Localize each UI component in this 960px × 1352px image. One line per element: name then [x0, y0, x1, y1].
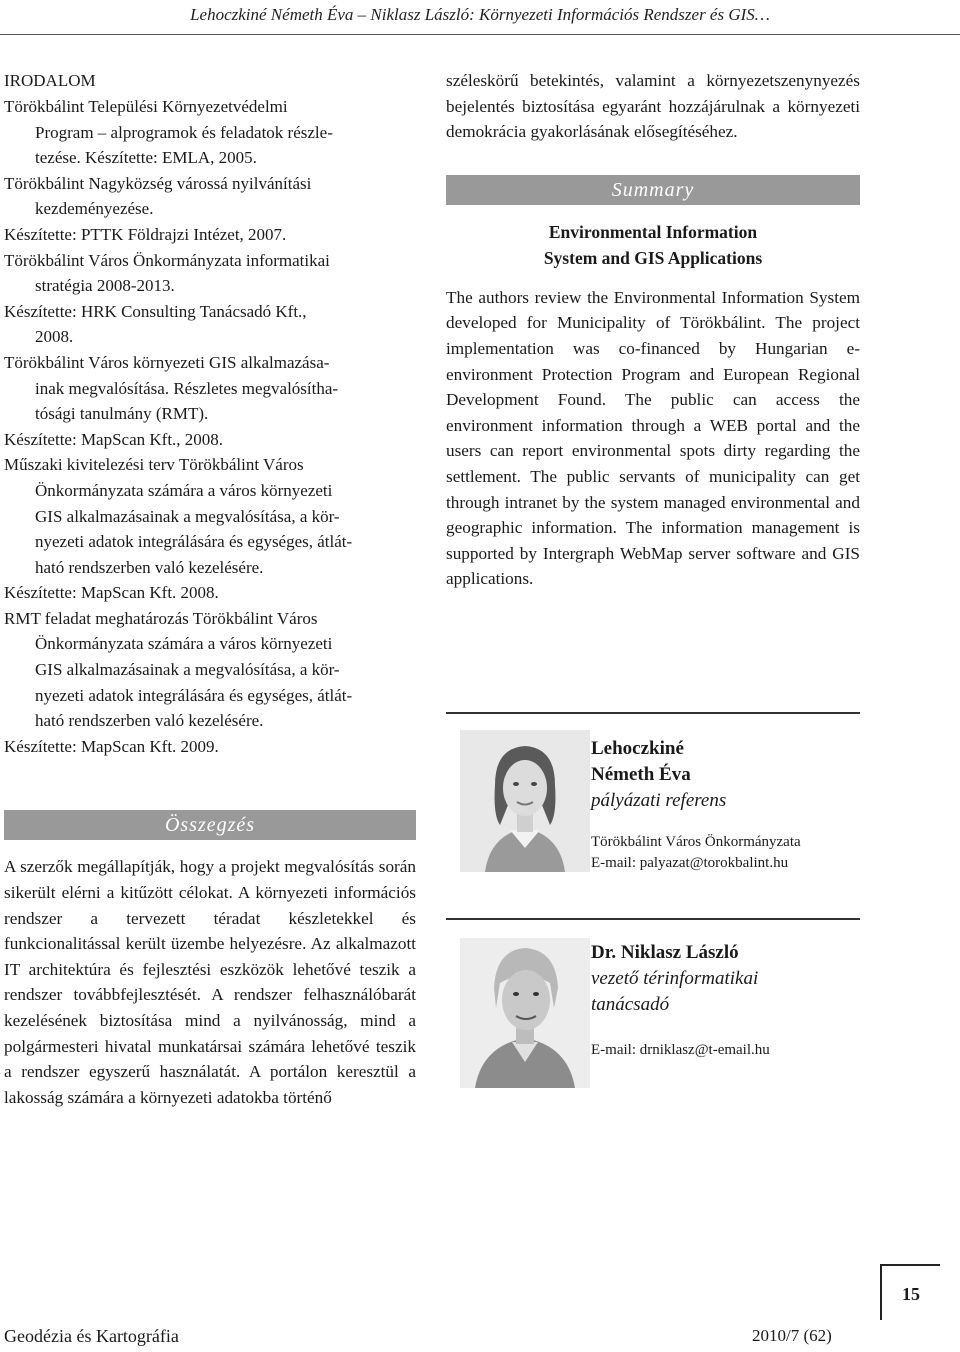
- reference-line: Készítette: MapScan Kft., 2008.: [4, 429, 224, 449]
- reference-line: inak megvalósítása. Részletes megvalósítha-: [35, 378, 339, 398]
- reference-item: [4, 734, 416, 760]
- reference-line: Készítette: PTTK Földrajzi Intézet, 2007.: [4, 224, 287, 244]
- reference-line: Program – alprogramok és feladatok részle-: [35, 122, 333, 142]
- author-org-1: Törökbálint Város Önkormányzata: [591, 834, 801, 850]
- summary-text: The authors review the Environmental Information System developed for Municipality of Törökbálint. The project implementation was co-financed by Hungarian e-environment Protection Program and European Regional Development Found. The public can access the environment information through a WEB portal and the users can report environmental spots dirty regarding the settlement. The public servants of municipality can get through intranet by the system managed environmental and geographic information. The information management is supported by Intergraph WebMap server software and GIS applications.: [446, 287, 860, 589]
- reference-line: nyezeti adatok integrálására és egységes, átlát-: [35, 685, 353, 705]
- reference-line: Törökbálint Települési Környezetvédelmi: [4, 97, 288, 116]
- references-title: IRODALOM: [4, 71, 96, 90]
- reference-line: Törökbálint Nagyközség várossá nyilvánítási: [4, 173, 312, 193]
- author-role-1: pályázati referens: [591, 790, 727, 811]
- reference-line: ható rendszerben való kezelésére.: [35, 711, 264, 731]
- reference-line: GIS alkalmazásainak a megvalósítása, a kör-: [35, 506, 340, 526]
- author-name-1-line2: Németh Éva: [591, 764, 691, 785]
- header-rule: [0, 34, 960, 35]
- reference-line: kezdeményezése.: [35, 199, 154, 219]
- author-role-2-line2: tanácsadó: [591, 994, 670, 1015]
- reference-item: [4, 248, 416, 299]
- reference-line: Készítette: MapScan Kft. 2008.: [4, 583, 219, 603]
- reference-line: Önkormányzata számára a város környezeti: [35, 634, 333, 654]
- right-column: [446, 68, 860, 592]
- reference-item: [4, 452, 416, 580]
- left-column: [4, 68, 416, 1110]
- reference-item: [4, 427, 416, 453]
- reference-item: [4, 350, 416, 427]
- reference-line: nyezeti adatok integrálására és egységes, átlát-: [35, 532, 353, 552]
- reference-line: GIS alkalmazásainak a megvalósítása, a kör-: [35, 660, 340, 680]
- reference-line: RMT feladat meghatározás Törökbálint Város: [4, 608, 318, 628]
- reference-line: ható rendszerben való kezelésére.: [35, 557, 264, 577]
- osszegzes-heading: Összegzés: [4, 810, 416, 840]
- reference-line: Törökbálint Város Önkormányzata informatikai: [4, 250, 330, 270]
- osszegzes-text: A szerzők megállapítják, hogy a projekt megvalósítás során sikerült elérni a kitűzött célokat. A környezeti információs rendszer a tervezett téradat készletekkel és funkcionalitással került üzembe helyezésre. Az alkalmazott IT architektúra és fejlesztési eszközök lehetővé teszik a rendszer továbbfejlesztését. A rendszer felhasználóbarát kezelésének biztosítása mind a nyilvánosság, mind a polgármesteri hivatal munkatársai számára lehetővé teszik a rendszer egyszerű használatát. A portálon keresztül a lakosság számára a környezeti adatokba történő: [4, 857, 416, 1107]
- summary-title-line2: System and GIS Applications: [543, 247, 763, 268]
- reference-item: [4, 171, 416, 222]
- reference-line: Műszaki kivitelezési terv Törökbálint Város: [4, 455, 304, 475]
- reference-line: Önkormányzata számára a város környezeti: [35, 480, 333, 500]
- author-info-1: [591, 736, 861, 874]
- author-photo-1: [460, 730, 590, 872]
- page-number: 15: [880, 1264, 940, 1320]
- issue-number: 2010/7 (62): [752, 1326, 832, 1345]
- author-email-1[interactable]: E-mail: palyazat@torokbalint.hu: [591, 855, 789, 871]
- reference-item: [4, 299, 416, 350]
- reference-item: [4, 580, 416, 606]
- author-role-2-line1: vezető térinformatikai: [591, 968, 759, 989]
- summary-title-line1: Environmental Information: [548, 221, 758, 242]
- reference-line: tezése. Készítette: EMLA, 2005.: [35, 148, 257, 168]
- author-info-2: [591, 940, 861, 1061]
- reference-item: [4, 94, 416, 171]
- author-name-2: Dr. Niklasz László: [591, 942, 739, 963]
- reference-line: Készítette: HRK Consulting Tanácsadó Kft.,: [4, 301, 307, 321]
- references-list: [4, 94, 416, 759]
- reference-line: Készítette: MapScan Kft. 2009.: [4, 736, 219, 756]
- reference-line: stratégia 2008-2013.: [35, 276, 175, 296]
- reference-line: 2008.: [35, 327, 74, 347]
- journal-name: Geodézia és Kartográfia: [4, 1326, 179, 1346]
- reference-line: tósági tanulmány (RMT).: [35, 404, 209, 424]
- summary-heading: Summary: [446, 175, 860, 205]
- reference-line: Törökbálint Város környezeti GIS alkalmazása-: [4, 352, 330, 372]
- running-head: Lehoczkiné Németh Éva – Niklasz László: Környezeti Információs Rendszer és GIS…: [190, 5, 770, 24]
- author-card-2: [446, 918, 860, 1108]
- author-email-2[interactable]: E-mail: drniklasz@t-email.hu: [591, 1042, 770, 1058]
- reference-item: [4, 222, 416, 248]
- author-photo-2: [460, 938, 590, 1088]
- reference-item: [4, 606, 416, 734]
- author-name-1-line1: Lehoczkiné: [591, 738, 684, 759]
- continued-text: széleskörű betekintés, valamint a környezetszenynyezés bejelentés biztosítása egyaránt hozzájárulnak a környezeti demokrácia gyakorlásának elősegítéséhez.: [446, 71, 860, 142]
- author-card-1: [446, 712, 860, 912]
